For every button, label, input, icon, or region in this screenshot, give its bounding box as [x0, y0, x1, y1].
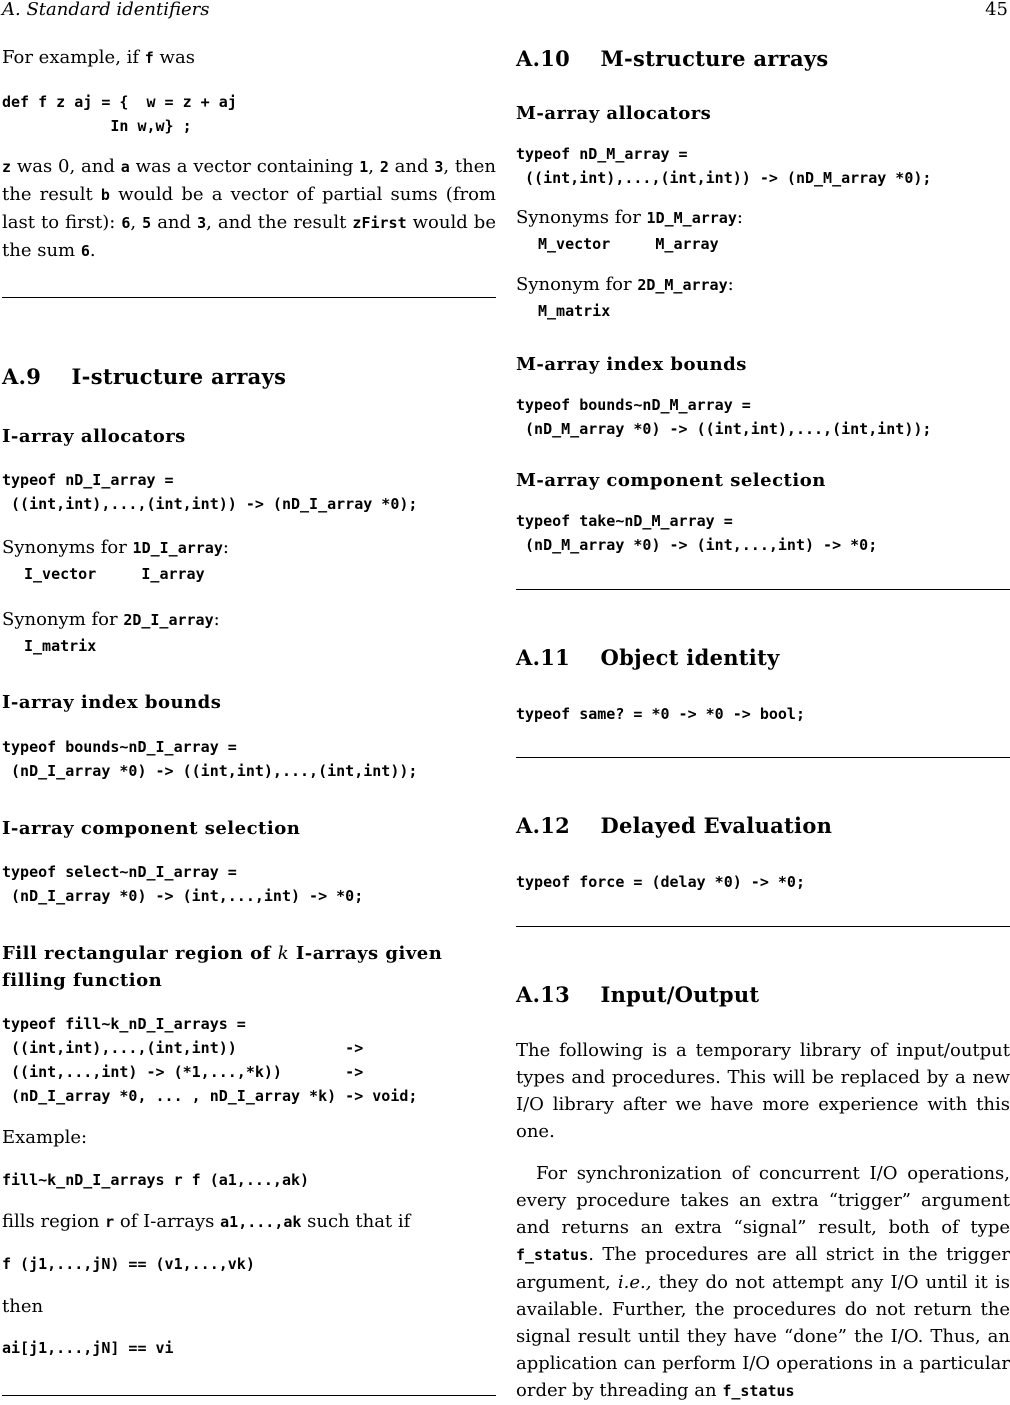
synonyms-2d: [2, 606, 496, 658]
then-block: [2, 1293, 496, 1320]
text: :: [736, 207, 743, 228]
section-heading-a12: A.12 Delayed Evaluation: [516, 813, 833, 838]
intro-code: [2, 90, 496, 138]
text: was 0, and: [11, 156, 121, 177]
code-block: typeof force = (delay *0) -> *0;: [516, 873, 805, 891]
inline-code: 2D_I_array: [123, 611, 214, 629]
section-divider: [516, 757, 1010, 758]
same-code: [516, 702, 1010, 726]
text: Synonyms for: [2, 537, 133, 558]
paragraph: [516, 1160, 1010, 1405]
math-k: k: [277, 943, 290, 964]
inline-code: zFirst: [352, 214, 407, 232]
section-heading-a10: A.10 M-structure arrays: [516, 46, 829, 71]
inline-code: z: [2, 158, 12, 176]
text: , then the result: [2, 156, 496, 205]
text: Fill rectangular region of: [2, 943, 278, 964]
inline-code: 1D_M_array: [646, 209, 737, 227]
inline-code: a1,...,ak: [220, 1213, 302, 1231]
m-take-code: [516, 509, 1010, 557]
section-a9: [2, 364, 496, 389]
alloc-code: [2, 468, 496, 516]
text: .: [89, 240, 96, 261]
code-block: ai[j1,...,jN] == vi: [2, 1339, 174, 1357]
text: was: [153, 47, 195, 68]
code-block: def f z aj = { w = z + aj In w,w} ;: [2, 93, 237, 135]
m-bounds-code: [516, 393, 1010, 441]
inline-code: 1D_I_array: [132, 539, 223, 557]
divider-line: [516, 589, 1010, 590]
section-divider: [2, 297, 496, 298]
subsection-i-array-allocators: [2, 426, 496, 447]
text: of I-arrays: [114, 1211, 221, 1232]
text: and: [388, 156, 435, 177]
condition-code: [2, 1252, 496, 1276]
section-divider: [516, 926, 1010, 927]
subheading: [2, 940, 496, 994]
text: was a vector containing: [129, 156, 360, 177]
m-synonyms-1d: [516, 204, 1010, 256]
synonym-items: I_matrix: [24, 637, 97, 655]
code-block: fill~k_nD_I_arrays r f (a1,...,ak): [2, 1171, 310, 1189]
section-a12: [516, 813, 1010, 838]
intro-line: [2, 44, 496, 72]
example-label: Example:: [2, 1127, 88, 1148]
inline-code: a: [120, 158, 130, 176]
section-heading-a13: A.13 Input/Output: [516, 982, 760, 1007]
paragraph: The following is a temporary library of input/output types and procedures. This will be replaced by a new I/O library after we have more experience with this one.: [516, 1040, 1010, 1142]
subheading: I-array allocators: [2, 426, 186, 447]
section-a10: [516, 46, 1010, 71]
subheading: M-array index bounds: [516, 354, 747, 375]
text: Synonym for: [2, 609, 124, 630]
divider-line: [2, 297, 496, 298]
example-label-block: [2, 1124, 496, 1151]
inline-code: f: [144, 49, 154, 67]
subheading: M-array component selection: [516, 470, 826, 491]
text: ,: [368, 156, 380, 177]
select-code: [2, 860, 496, 908]
code-block: typeof nD_I_array = ((int,int),...,(int,int)) -> (nD_I_array *0);: [2, 471, 418, 513]
section-a13: [516, 982, 1010, 1007]
m-synonyms-2d: [516, 271, 1010, 323]
subsection-i-array-bounds: [2, 692, 496, 713]
synonym-items: I_vector I_array: [24, 565, 205, 583]
inline-code: f_status: [516, 1246, 589, 1264]
inline-code: 3: [197, 214, 207, 232]
section-a11: [516, 645, 1010, 670]
section-divider: [2, 1395, 496, 1396]
page-number: 45: [985, 0, 1008, 20]
divider-line: [516, 757, 1010, 758]
inline-code: f_status: [722, 1382, 795, 1400]
fill-code: [2, 1012, 496, 1108]
italic-text: i.e.,: [617, 1272, 652, 1293]
text: :: [727, 274, 734, 295]
text: fills region: [2, 1211, 106, 1232]
code-block: typeof bounds~nD_I_array = (nD_I_array *0) -> ((int,int),...,(int,int));: [2, 738, 418, 780]
io-paragraph-2: [516, 1160, 1010, 1405]
code-block: typeof take~nD_M_array = (nD_M_array *0) -> (int,...,int) -> *0;: [516, 512, 878, 554]
synonyms-1d: [2, 534, 496, 586]
synonym-items: M_vector M_array: [538, 235, 719, 253]
text: such that if: [301, 1211, 411, 1232]
code-block: typeof same? = *0 -> *0 -> bool;: [516, 705, 805, 723]
text: would be the sum: [2, 212, 496, 261]
text: :: [222, 537, 229, 558]
synonym-items: M_matrix: [538, 302, 611, 320]
code-block: typeof nD_M_array = ((int,int),...,(int,int)) -> (nD_M_array *0);: [516, 145, 932, 187]
text: they do not attempt any I/O until it is available. Further, the procedures do not return the signal result until they have “done” the I/O. Thus, an application can perform I/O operations in a particular order by threading an: [516, 1272, 1010, 1401]
code-block: f (j1,...,jN) == (v1,...,vk): [2, 1255, 255, 1273]
synonym-label: [516, 204, 1010, 232]
subsection-i-array-selection: [2, 818, 496, 839]
text: I-arrays given filling function: [2, 943, 443, 991]
fills-sentence: [2, 1208, 496, 1236]
code-block: typeof select~nD_I_array = (nD_I_array *0) -> (int,...,int) -> *0;: [2, 863, 364, 905]
synonym-label: [2, 606, 496, 634]
inline-code: 1: [359, 158, 369, 176]
text: Synonyms for: [516, 207, 647, 228]
text: For synchronization of concurrent I/O operations, every procedure takes an extra “trigger” argument and returns an extra “signal” result, both of type: [516, 1163, 1010, 1238]
subsection-m-array-selection: [516, 470, 1010, 491]
running-head-title: A. Standard identifiers: [2, 0, 210, 20]
text: , and the result: [206, 212, 353, 233]
text: :: [213, 609, 220, 630]
intro-sentence: [2, 44, 496, 72]
text: ,: [130, 212, 143, 233]
subheading: I-array component selection: [2, 818, 301, 839]
inline-code: 5: [142, 214, 152, 232]
intro-paragraph: [2, 153, 496, 265]
inline-code: 3: [434, 158, 444, 176]
subheading: I-array index bounds: [2, 692, 222, 713]
subsection-fill: [2, 940, 496, 994]
result-code: [2, 1336, 496, 1360]
synonym-label: [2, 534, 496, 562]
io-paragraph-1: [516, 1037, 1010, 1145]
fills-sentence-block: [2, 1208, 496, 1236]
inline-code: b: [100, 186, 110, 204]
text: For example, if: [2, 47, 145, 68]
example-code: [2, 1168, 496, 1192]
synonym-label: [516, 271, 1010, 299]
inline-code: 6: [121, 214, 131, 232]
section-heading-a9: A.9 I-structure arrays: [2, 364, 287, 389]
inline-code: 2: [379, 158, 389, 176]
force-code: [516, 870, 1010, 894]
divider-line: [2, 1395, 496, 1396]
section-heading-a11: A.11 Object identity: [516, 645, 780, 670]
text: and: [151, 212, 198, 233]
text: . The procedures are all strict in the trigger argument,: [516, 1244, 1010, 1293]
inline-code: 2D_M_array: [637, 276, 728, 294]
code-block: typeof bounds~nD_M_array = (nD_M_array *0) -> ((int,int),...,(int,int));: [516, 396, 932, 438]
bounds-code: [2, 735, 496, 783]
text: would be a vector of partial sums (from last to first):: [2, 184, 496, 233]
m-alloc-code: [516, 142, 1010, 190]
subheading: M-array allocators: [516, 103, 712, 124]
text: Synonym for: [516, 274, 638, 295]
then-label: then: [2, 1296, 44, 1317]
subsection-m-array-allocators: [516, 103, 1010, 124]
inline-code: r: [105, 1213, 115, 1231]
code-block: typeof fill~k_nD_I_arrays = ((int,int),...,(int,int)) -> ((int,...,int) -> (*1,...,*k)) -> (nD_I_array *0, ... , nD_I_array *k) -> void;: [2, 1015, 418, 1105]
section-divider: [516, 589, 1010, 590]
inline-code: 6: [80, 242, 90, 260]
subsection-m-array-bounds: [516, 354, 1010, 375]
intro-paragraph-block: [2, 153, 496, 265]
divider-line: [516, 926, 1010, 927]
